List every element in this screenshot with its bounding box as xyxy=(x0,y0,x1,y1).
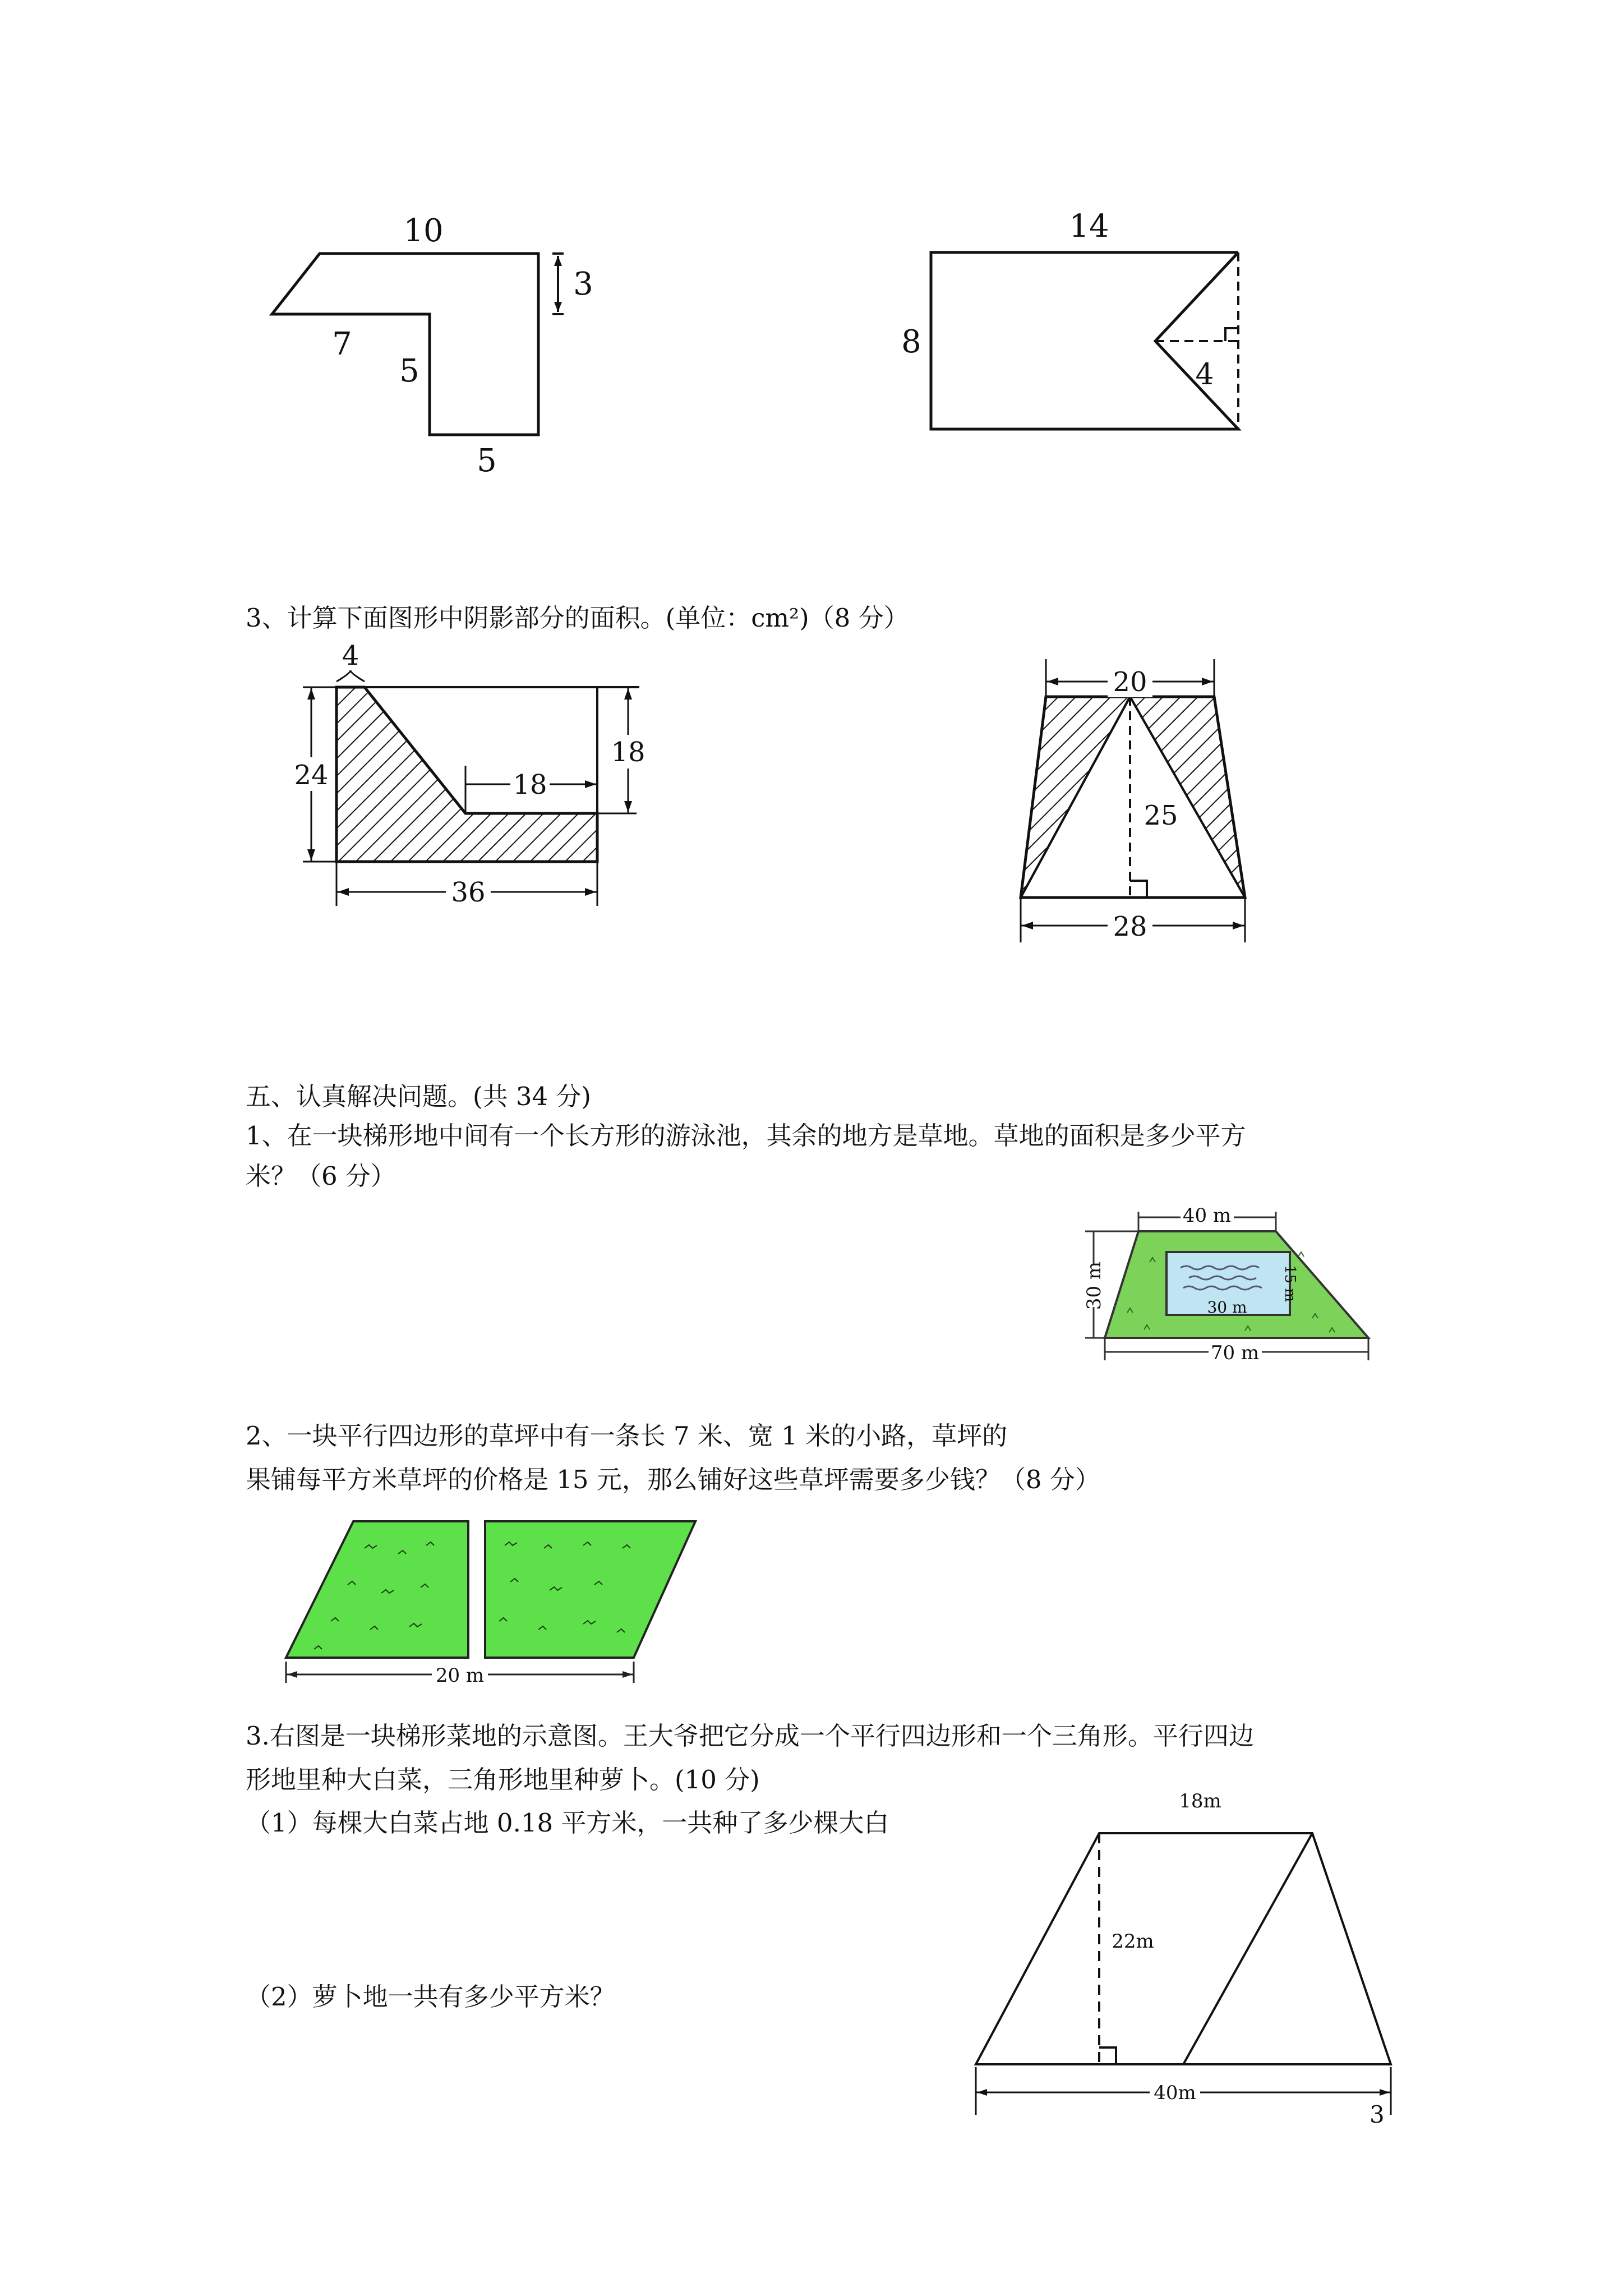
problem-2-line-1: 2、一块平行四边形的草坪中有一条长 7 米、宽 1 米的小路，草坪的 xyxy=(246,1421,1008,1451)
problem-3-line-2: 形地里种大白菜，三角形地里种萝卜。(10 分) xyxy=(246,1765,760,1795)
l-shape-outline xyxy=(272,254,538,435)
pool-left-label: 30 m xyxy=(1083,1261,1105,1310)
notch-left-label: 8 xyxy=(901,324,921,360)
lawn-bottom-label: 20 m xyxy=(435,1664,485,1687)
l-mid-label: 5 xyxy=(399,353,419,389)
problem-2-line-2: 果铺每平方米草坪的价格是 15 元，那么铺好这些草坪需要多少钱？（8 分） xyxy=(246,1465,1100,1494)
veg-height-label: 22m xyxy=(1112,1930,1154,1953)
l-right-label: 3 xyxy=(573,266,593,302)
problem-1-line-2: 米？（6 分） xyxy=(246,1161,396,1191)
l-top-label: 10 xyxy=(403,213,444,249)
figure-shaded-trapezoid xyxy=(280,639,684,920)
lawn-left-part xyxy=(286,1521,468,1658)
notch-inner-label: 4 xyxy=(1195,358,1214,392)
shade-bottom-label: 36 xyxy=(451,877,486,908)
problem-3-line-1: 3.右图是一块梯形菜地的示意图。王大爷把它分成一个平行四边形和一个三角形。平行四边 xyxy=(246,1721,1254,1751)
l-left-label: 7 xyxy=(332,326,352,362)
shade-height-label: 24 xyxy=(294,760,329,791)
shade-mid-label: 18 xyxy=(513,769,547,800)
pool-right-label: 15 m xyxy=(1281,1264,1298,1303)
veg-bottom-label: 40m xyxy=(1154,2082,1196,2104)
figure-rect-notch xyxy=(880,202,1273,449)
figure-triangles-trapezoid xyxy=(987,645,1279,954)
figure-pool-trapezoid xyxy=(1077,1200,1380,1369)
shaded-region xyxy=(336,687,597,862)
problem-3-sub-1: （1）每棵大白菜占地 0.18 平方米，一共种了多少棵大白 xyxy=(246,1808,889,1838)
page-number: 3 xyxy=(1370,2101,1385,2128)
question-3-title: 3、计算下面图形中阴影部分的面积。(单位：cm²)（8 分） xyxy=(246,603,909,633)
notch-top-label: 14 xyxy=(1069,208,1109,245)
tri-bottom-label: 28 xyxy=(1113,911,1147,942)
figure-lawn-parallelogram xyxy=(280,1515,707,1700)
l-bottom-label: 5 xyxy=(477,443,497,479)
section-5-title: 五、认真解决问题。(共 34 分) xyxy=(246,1082,591,1111)
lawn-right-part xyxy=(485,1521,695,1658)
pool-bottom-label: 70 m xyxy=(1210,1342,1260,1364)
shade-top-small-label: 4 xyxy=(342,640,359,671)
problem-1-line-1: 1、在一块梯形地中间有一个长方形的游泳池，其余的地方是草地。草地的面积是多少平方 xyxy=(246,1121,1246,1151)
tri-top-label: 20 xyxy=(1113,666,1147,698)
figure-vegetable-trapezoid xyxy=(970,1784,1408,2120)
shade-right-label: 18 xyxy=(611,737,645,768)
veg-trapezoid-outline xyxy=(976,1833,1391,2064)
figure-l-shape xyxy=(247,208,606,488)
tri-height-label: 25 xyxy=(1144,800,1178,831)
pool-inner-label: 30 m xyxy=(1207,1298,1247,1317)
problem-3-sub-2: （2）萝卜地一共有多少平方米？ xyxy=(246,1982,615,2012)
pool-top-label: 40 m xyxy=(1182,1204,1232,1227)
veg-top-label: 18m xyxy=(1179,1790,1221,1812)
